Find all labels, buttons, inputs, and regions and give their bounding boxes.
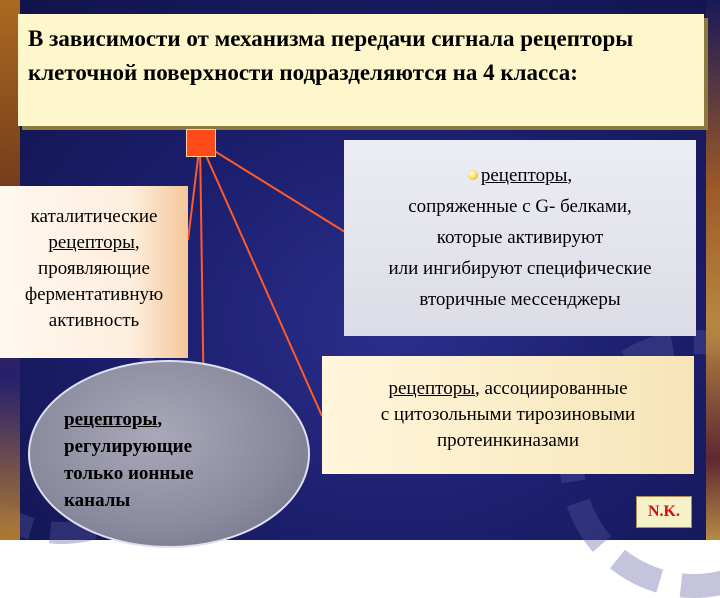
catalytic-receptors-box — [0, 186, 188, 358]
ion-line4: каналы — [64, 490, 131, 511]
catalytic-line2-tail: , — [134, 232, 140, 253]
ion-line1 — [64, 406, 274, 433]
gprotein-line2: сопряженные с G- белками, — [408, 196, 632, 217]
catalytic-line1: каталитические — [30, 206, 158, 227]
ion-line1-tail: , — [157, 409, 163, 430]
gprotein-line1 — [344, 160, 696, 191]
tyrosine-line1-tail: , ассоциированные — [475, 378, 628, 399]
tyrosine-receptors-box — [322, 356, 694, 474]
gprotein-line1-tail: , — [567, 165, 573, 186]
hub-square — [186, 129, 216, 157]
catalytic-line4: ферментативную — [24, 284, 164, 305]
slide-title: В зависимости от механизма передачи сигнала рецепторы клеточной поверхности подразделяются на 4 класса: — [28, 26, 634, 85]
gprotein-line4: или ингибируют специфические — [388, 258, 652, 279]
catalytic-line3: проявляющие — [38, 258, 150, 279]
gprotein-line5: вторичные мессенджеры — [419, 289, 621, 310]
tyrosine-line3: протеинкиназами — [436, 430, 580, 451]
gprotein-line3: которые активируют — [436, 227, 604, 248]
tyrosine-line1 — [322, 376, 694, 402]
bullet-icon — [468, 170, 478, 180]
catalytic-line2 — [0, 230, 188, 256]
catalytic-line5: активность — [48, 310, 140, 331]
gprotein-receptors-box — [344, 140, 696, 336]
catalytic-term: рецепторы — [48, 232, 135, 253]
ion-term: рецепторы — [64, 409, 158, 430]
connector-gprotein — [200, 142, 345, 232]
ion-line3: только ионные — [64, 463, 194, 484]
tyrosine-line2: с цитозольными тирозиновыми — [380, 404, 636, 425]
ion-line2: регулирующие — [64, 436, 193, 457]
gprotein-term: рецепторы — [480, 165, 568, 186]
tyrosine-term: рецепторы — [388, 378, 476, 399]
author-signature: N.K. — [636, 496, 692, 528]
ion-channel-text — [64, 406, 274, 514]
